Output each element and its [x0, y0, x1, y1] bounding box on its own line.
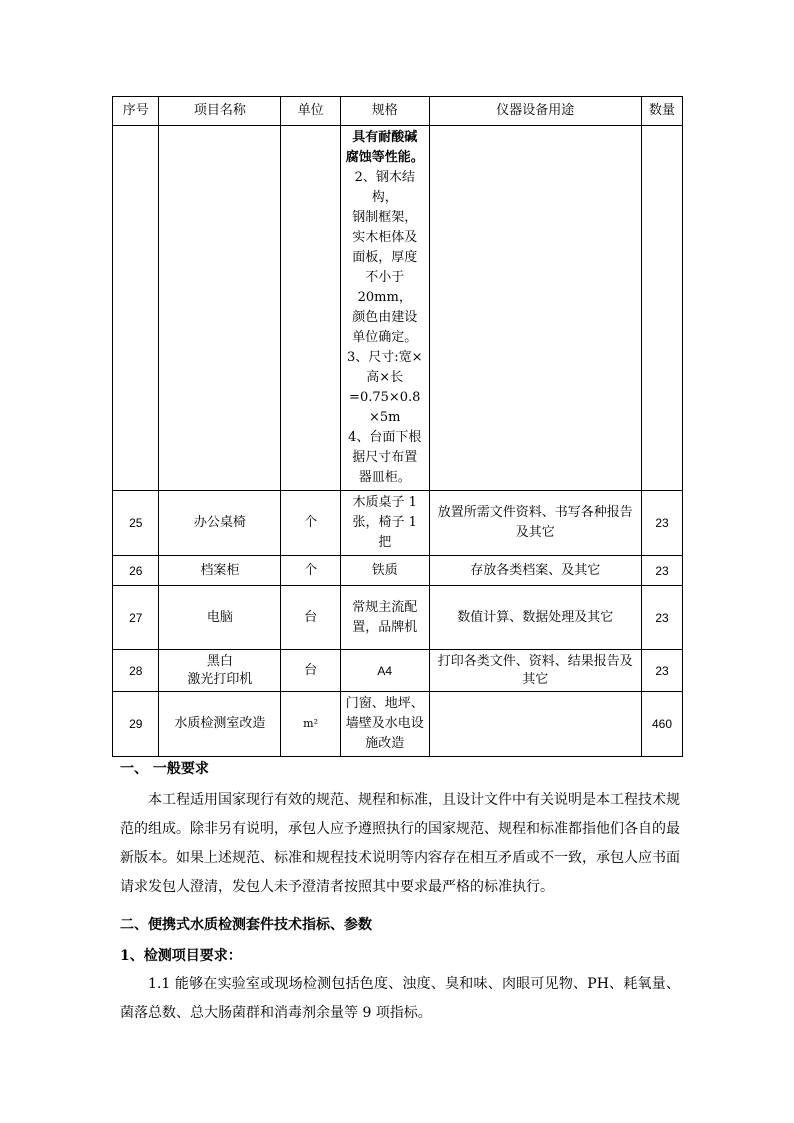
- cell-spec: A4: [340, 650, 429, 692]
- table-header-row: [113, 97, 683, 126]
- header-spec: 规格: [340, 97, 429, 126]
- spec-line: =0.75×0.8: [349, 390, 421, 405]
- cell-use: [429, 692, 642, 757]
- cell-no: 27: [113, 586, 159, 650]
- equipment-table: [112, 96, 683, 757]
- spec-bold-line: 具有耐酸碱: [352, 130, 418, 145]
- spec-line: 器皿柜。: [358, 470, 411, 485]
- cell-unit: 台: [281, 650, 341, 692]
- cell-empty: [281, 126, 341, 491]
- cell-name: 办公桌椅: [159, 491, 281, 556]
- cell-name: 档案柜: [159, 556, 281, 586]
- cell-spec: 木质桌子 1 张，椅子 1 把: [340, 491, 429, 556]
- table-row: [113, 650, 683, 692]
- general-requirements-body: [120, 786, 680, 902]
- cell-use: 数值计算、数据处理及其它: [429, 586, 642, 650]
- table-row-continuation: [113, 126, 683, 491]
- cell-name: 水质检测室改造: [159, 692, 281, 757]
- spec-line: 高×长: [366, 370, 404, 385]
- spec-line: 据尺寸布置: [352, 450, 418, 465]
- table-row: [113, 692, 683, 757]
- cell-empty: [159, 126, 281, 491]
- cell-name: [159, 650, 281, 692]
- spec-line: 颜色由建设: [352, 310, 418, 325]
- cell-no: 28: [113, 650, 159, 692]
- cell-empty: [429, 126, 642, 491]
- spec-line: 实木柜体及: [352, 230, 418, 245]
- cell-spec: 常规主流配置，品牌机: [340, 586, 429, 650]
- cell-qty: 23: [642, 491, 683, 556]
- cell-qty: 460: [642, 692, 683, 757]
- cell-unit: 个: [281, 491, 341, 556]
- spec-line: 单位确定。: [352, 330, 418, 345]
- header-use: 仪器设备用途: [429, 97, 642, 126]
- cell-no: 25: [113, 491, 159, 556]
- cell-unit: 台: [281, 586, 341, 650]
- cell-spec-continuation: [340, 126, 429, 491]
- header-name: 项目名称: [159, 97, 281, 126]
- heading-text: 二、便携式水质检测套件技术指标、参数: [120, 917, 372, 933]
- table-row: [113, 491, 683, 556]
- spec-bold-line: 腐蚀等性能。: [345, 150, 424, 165]
- header-qty: 数量: [642, 97, 683, 126]
- cell-spec: 铁质: [340, 556, 429, 586]
- general-requirements-heading: [120, 758, 680, 778]
- cell-name-line: 激光打印机: [187, 671, 253, 687]
- spec-line: 钢制框架，: [352, 210, 418, 225]
- test-items-body: [120, 970, 680, 1028]
- header-no: 序号: [113, 97, 159, 126]
- cell-empty: [642, 126, 683, 491]
- spec-line: 面板，厚度: [352, 250, 418, 265]
- cell-qty: 23: [642, 650, 683, 692]
- cell-use: 放置所需文件资料、书写各种报告及其它: [429, 491, 642, 556]
- cell-no: 29: [113, 692, 159, 757]
- header-unit: 单位: [281, 97, 341, 126]
- kit-spec-heading: [120, 914, 680, 934]
- cell-no: 26: [113, 556, 159, 586]
- cell-spec: 门窗、地坪、墙壁及水电设施改造: [340, 692, 429, 757]
- test-items-text: 1.1 能够在实验室或现场检测包括色度、浊度、臭和味、肉眼可见物、PH、耗氧量、菌落总数、总大肠菌群和消毒剂余量等 9 项指标。: [120, 976, 680, 1021]
- cell-use: 打印各类文件、资料、结果报告及其它: [429, 650, 642, 692]
- spec-line: 不小于 20mm，: [357, 270, 412, 305]
- table-row: [113, 586, 683, 650]
- cell-name-line: 黑白: [206, 653, 233, 669]
- cell-empty: [113, 126, 159, 491]
- spec-line: 4、台面下根: [348, 430, 422, 445]
- spec-line: ×5m: [369, 410, 401, 425]
- cell-qty: 23: [642, 586, 683, 650]
- cell-name: 电脑: [159, 586, 281, 650]
- cell-use: 存放各类档案、及其它: [429, 556, 642, 586]
- cell-qty: 23: [642, 556, 683, 586]
- heading-text: 一、 一般要求: [120, 761, 209, 777]
- test-items-heading: [120, 945, 680, 965]
- spec-line: 3、尺寸:宽×: [346, 350, 423, 365]
- cell-unit: 个: [281, 556, 341, 586]
- spec-line: 2、钢木结构，: [354, 170, 415, 205]
- general-requirements-text: 本工程适用国家现行有效的规范、规程和标准，且设计文件中有关说明是本工程技术规范的组成。除非另有说明，承包人应予遵照执行的国家规范、规程和标准都指他们各自的最新版本。如果上述规范、标准和规程技术说明等内容存在相互矛盾或不一致，承包人应书面请求发包人澄清，发包人未予澄清者按照其中要求最严格的标准执行。: [120, 792, 680, 895]
- table-row: [113, 556, 683, 586]
- cell-unit: m²: [281, 692, 341, 757]
- heading-text: 1、检测项目要求：: [120, 948, 242, 964]
